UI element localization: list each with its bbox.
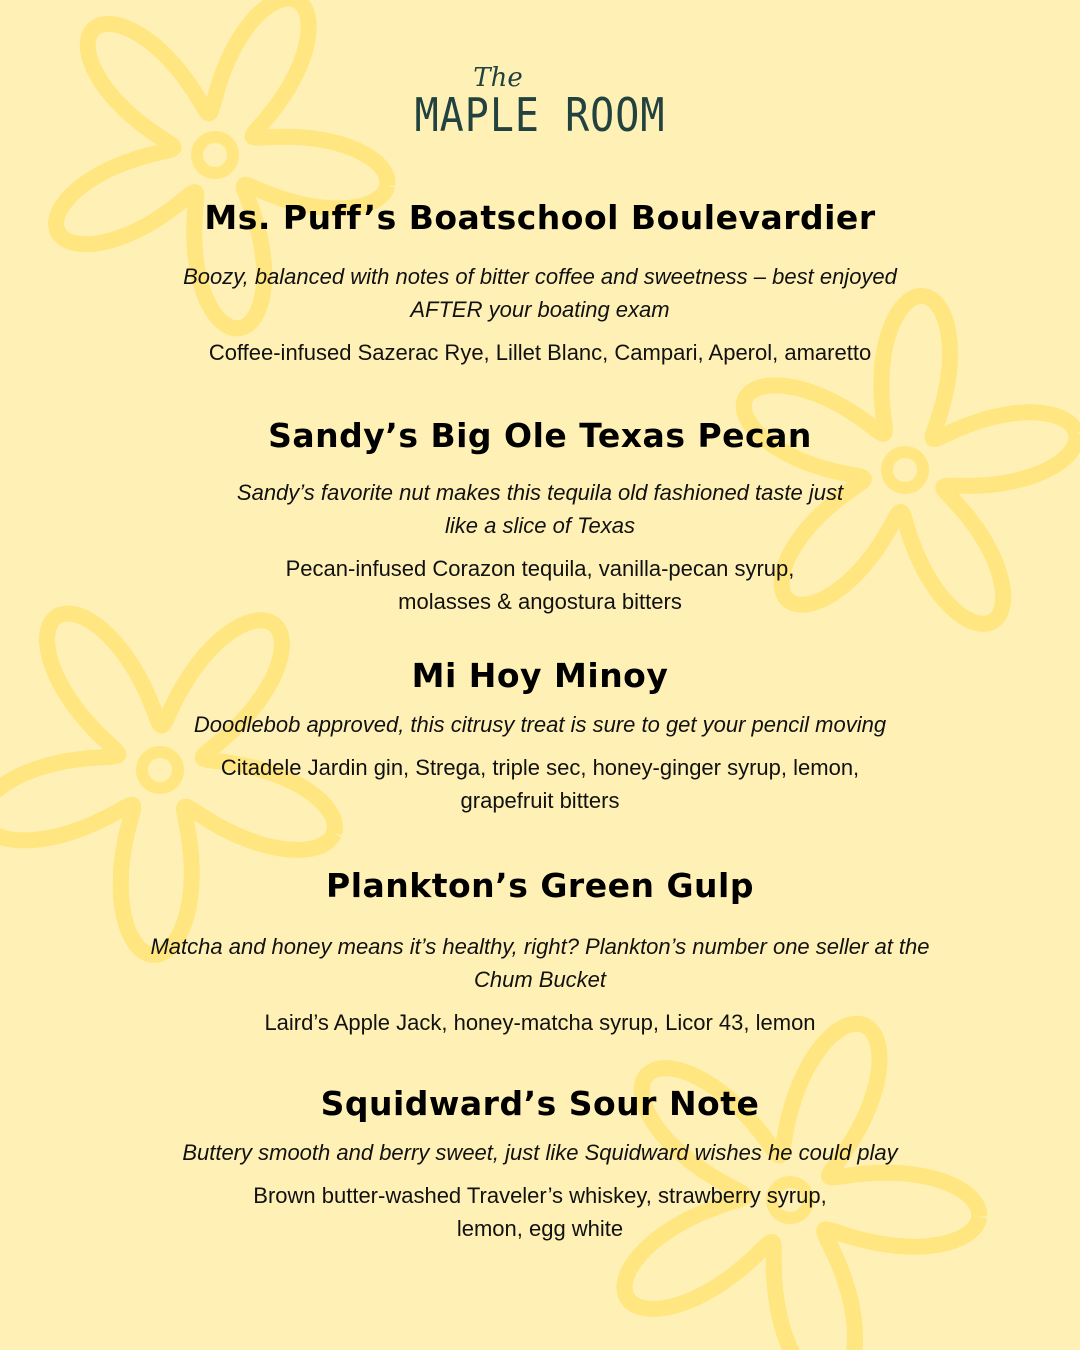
item-description: Sandy’s favorite nut makes this tequila old fashioned taste just like a slice of Texas [236,480,844,538]
menu-item-green-gulp [0,866,1080,1039]
item-ingredients: Coffee-infused Sazerac Rye, Lillet Blanc, Campari, Aperol, amaretto [208,340,872,365]
item-title: Mi Hoy Minoy [411,656,669,695]
logo-name: MAPLE ROOM [414,89,666,143]
item-description: Doodlebob approved, this citrusy treat is sure to get your pencil moving [193,712,887,737]
item-title: Squidward’s Sour Note [320,1084,760,1123]
item-description: Boozy, balanced with notes of bitter coffee and sweetness – best enjoyed AFTER your boating exam [183,264,897,322]
item-ingredients: Brown butter-washed Traveler’s whiskey, strawberry syrup, lemon, egg white [253,1183,827,1241]
logo [0,63,1080,143]
menu-item-boulevardier [0,198,1080,369]
item-ingredients: Citadele Jardin gin, Strega, triple sec, honey-ginger syrup, lemon, grapefruit bitters [220,755,860,813]
logo-the: The [473,63,523,93]
item-title: Plankton’s Green Gulp [326,866,754,905]
item-description: Matcha and honey means it’s healthy, right? Plankton’s number one seller at the Chum Bucket [150,934,930,992]
item-ingredients: Pecan-infused Corazon tequila, vanilla-pecan syrup, molasses & angostura bitters [285,556,795,614]
item-ingredients: Laird’s Apple Jack, honey-matcha syrup, Licor 43, lemon [264,1010,816,1035]
menu-item-sour-note [0,1084,1080,1245]
menu-item-mi-hoy-minoy [0,656,1080,817]
item-description: Buttery smooth and berry sweet, just like Squidward wishes he could play [182,1140,898,1165]
item-title: Ms. Puff’s Boatschool Boulevardier [204,198,876,237]
menu-item-texas-pecan [0,416,1080,618]
item-title: Sandy’s Big Ole Texas Pecan [268,416,812,455]
